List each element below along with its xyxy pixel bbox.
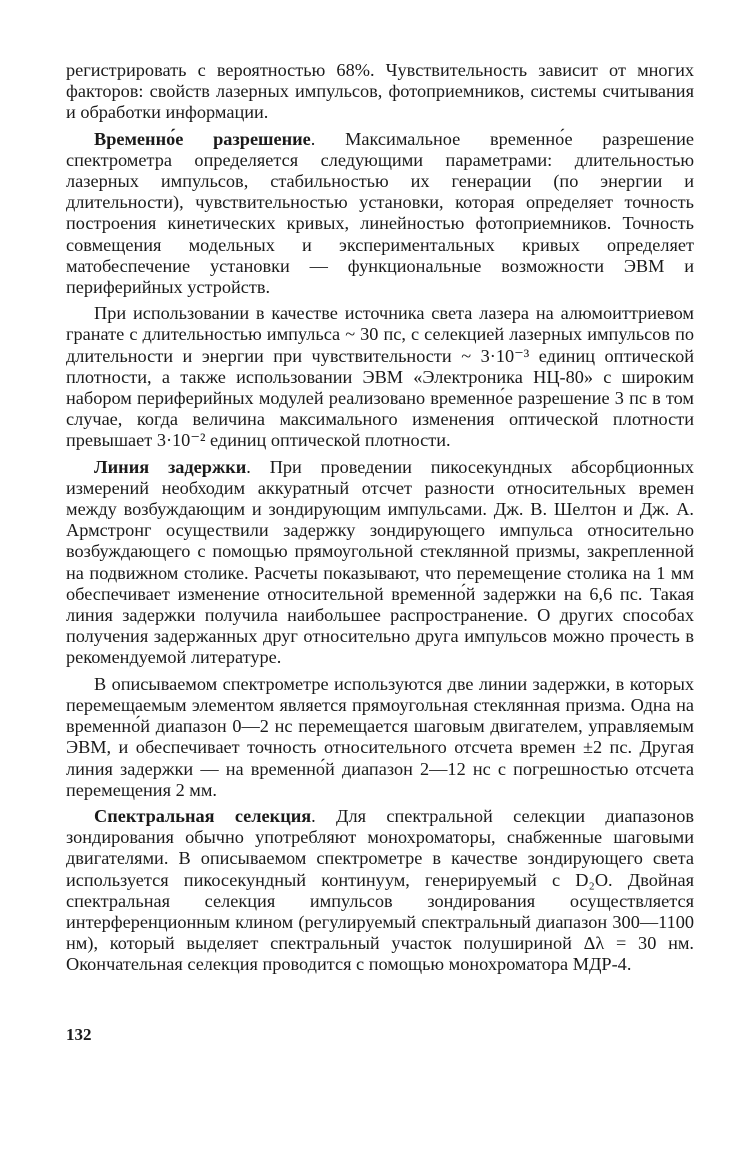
section-heading: Линия задержки: [94, 456, 247, 477]
section-heading: Спектральная селекция: [94, 805, 312, 826]
paragraph: [66, 129, 694, 299]
paragraph-text: . Для спектральной селекции диапазонов зондирования обычно употребляют монохроматоры, снабженные шаговыми двигателями. В описываемом спектрометре в качестве зондирующего света используется пикосекундный континуум, генерируемый с D₂O. Двойная спектральная селекция импульсов зондирования осуществляется интерференционным клином (регулируемый спектральный диапазон 300—1100 нм), который выделяет спектральный участок полушириной Δλ = 30 нм. Окончательная селекция проводится с помощью монохроматора МДР-4.: [66, 805, 694, 975]
paragraph-text: . При проведении пикосекундных абсорбционных измерений необходим аккуратный отсчет разности относительных времен между возбуждающим и зондирующим импульсами. Дж. В. Шелтон и Дж. А. Армстронг осуществили задержку зондирующего импульса относительно возбуждающего с помощью прямоугольной стеклянной призмы, закрепленной на подвижном столике. Расчеты показывают, что перемещение столика на 1 мм обеспечивает изменение относительной временно́й задержки на 6,6 пс. Такая линия задержки получила наибольшее распространение. О других способах получения задержанных друг относительно друга импульсов можно прочесть в рекомендуемой литературе.: [66, 456, 694, 668]
body-text: [66, 60, 694, 981]
paragraph: [66, 674, 694, 801]
paragraph-text: В описываемом спектрометре используются две линии задержки, в которых перемещаемым элементом является прямоугольная стеклянная призма. Одна на временно́й диапазон 0—2 нс перемещается шаговым двигателем, управляемым ЭВМ, и обеспечивает точность относительного отсчета времен ±2 пс. Другая линия задержки — на временно́й диапазон 2—12 нс с погрешностью отсчета перемещения 2 мм.: [66, 673, 694, 800]
section-heading: Временно́е разрешение: [94, 128, 311, 149]
paragraph: [66, 60, 694, 124]
paragraph: [66, 806, 694, 976]
paragraph: [66, 457, 694, 669]
paragraph-text: . Максимальное временно́е разрешение спектрометра определяется следующими параметрами: длительностью лазерных импульсов, стабильностью их генерации (по энергии и длительности), чувствительностью установки, которая определяет точность построения кинетических кривых, линейностью фотоприемников. Точность совмещения модельных и экспериментальных кривых определяет матобеспечение установки — функциональные возможности ЭВМ и периферийных устройств.: [66, 128, 694, 298]
page-number: 132: [66, 1025, 92, 1044]
paragraph: [66, 303, 694, 451]
paragraph-text: При использовании в качестве источника света лазера на алюмоиттриевом гранате с длительностью импульса ~ 30 пс, с селекцией лазерных импульсов по длительности и энергии при чувствительности ~ 3·10⁻³ единиц оптической плотности, а также использовании ЭВМ «Электроника НЦ-80» с широким набором периферийных модулей реализовано временно́е разрешение 3 пс в том случае, когда величина максимального изменения оптической плотности превышает 3·10⁻² единиц оптической плотности.: [66, 303, 694, 451]
paragraph-text: регистрировать с вероятностью 68%. Чувствительность зависит от многих факторов: свойств лазерных импульсов, фотоприемников, системы считывания и обработки информации.: [66, 60, 694, 123]
